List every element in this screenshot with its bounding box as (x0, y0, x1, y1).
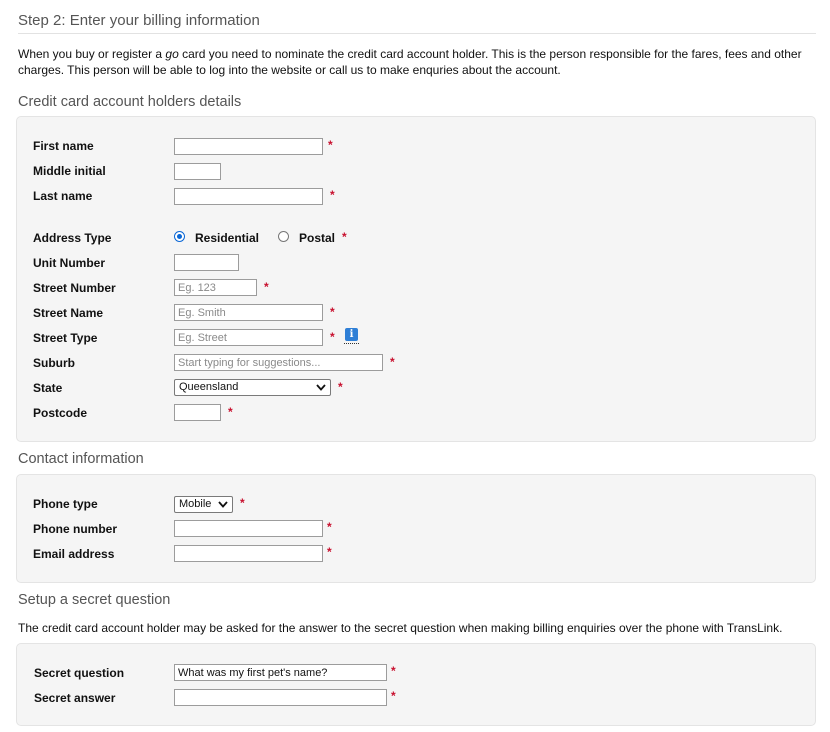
holder-section-title: Credit card account holders details (18, 94, 242, 110)
middle-initial-label: Middle initial (33, 164, 106, 178)
street-number-label: Street Number (33, 281, 116, 295)
secret-answer-required: * (391, 689, 396, 703)
email-address-required: * (327, 545, 332, 559)
intro-text-start: When you buy or register a (18, 47, 166, 61)
unit-number-input[interactable] (174, 254, 239, 271)
street-type-label: Street Type (33, 331, 98, 345)
secret-note: The credit card account holder may be asked for the answer to the secret question when making billing enquiries over the phone with TransLink. (18, 621, 783, 635)
info-icon-underline (344, 343, 359, 344)
intro-text-end: card you need to nominate the credit card account holder. This is the person responsible for the fares, fees and other charges. This person will be able to log into the website or call us to make enquries about the account. (18, 47, 802, 77)
postcode-label: Postcode (33, 406, 88, 420)
chevron-down-icon (316, 382, 326, 393)
secret-question-label: Secret question (34, 666, 125, 680)
phone-number-label: Phone number (33, 522, 118, 536)
street-name-label: Street Name (33, 306, 104, 320)
street-number-input[interactable] (174, 279, 257, 296)
first-name-label: First name (33, 139, 94, 153)
address-type-required: * (342, 230, 347, 244)
street-name-input[interactable] (174, 304, 323, 321)
first-name-input[interactable] (174, 138, 323, 155)
phone-number-input[interactable] (174, 520, 323, 537)
step-title-rule (18, 33, 816, 34)
secret-panel (16, 643, 816, 726)
phone-type-value: Mobile (179, 498, 212, 510)
residential-radio[interactable] (174, 231, 185, 242)
phone-type-label: Phone type (33, 497, 98, 511)
postcode-required: * (228, 405, 233, 419)
holder-panel (16, 116, 816, 442)
street-type-required: * (330, 330, 335, 344)
residential-radio-label[interactable]: Residential (195, 231, 260, 245)
street-type-input[interactable] (174, 329, 323, 346)
suburb-label: Suburb (33, 356, 75, 370)
phone-type-select[interactable] (174, 496, 233, 513)
last-name-input[interactable] (174, 188, 323, 205)
secret-question-input[interactable] (174, 664, 387, 681)
last-name-label: Last name (33, 189, 93, 203)
suburb-required: * (390, 355, 395, 369)
intro-text-go: go (165, 47, 179, 61)
contact-section-title: Contact information (18, 451, 144, 467)
unit-number-label: Unit Number (33, 256, 105, 270)
street-number-required: * (264, 280, 269, 294)
phone-number-required: * (327, 520, 332, 534)
secret-question-required: * (391, 664, 396, 678)
secret-answer-label: Secret answer (34, 691, 116, 705)
intro-text (18, 46, 808, 78)
postal-radio[interactable] (278, 231, 289, 242)
postcode-input[interactable] (174, 404, 221, 421)
state-label: State (33, 381, 63, 395)
email-address-input[interactable] (174, 545, 323, 562)
secret-section-title: Setup a secret question (18, 592, 171, 608)
info-icon[interactable]: i (345, 328, 358, 341)
middle-initial-input[interactable] (174, 163, 221, 180)
secret-answer-input[interactable] (174, 689, 387, 706)
first-name-required: * (328, 138, 333, 152)
step-title: Step 2: Enter your billing information (18, 12, 260, 29)
last-name-required: * (330, 188, 335, 202)
postal-radio-label[interactable]: Postal (299, 231, 336, 245)
suburb-input[interactable] (174, 354, 383, 371)
phone-type-required: * (240, 496, 245, 510)
email-address-label: Email address (33, 547, 115, 561)
contact-panel (16, 474, 816, 583)
chevron-down-icon (218, 499, 228, 510)
state-required: * (338, 380, 343, 394)
state-select-value: Queensland (179, 381, 239, 393)
state-select[interactable] (174, 379, 331, 396)
address-type-label: Address Type (33, 231, 112, 245)
street-name-required: * (330, 305, 335, 319)
